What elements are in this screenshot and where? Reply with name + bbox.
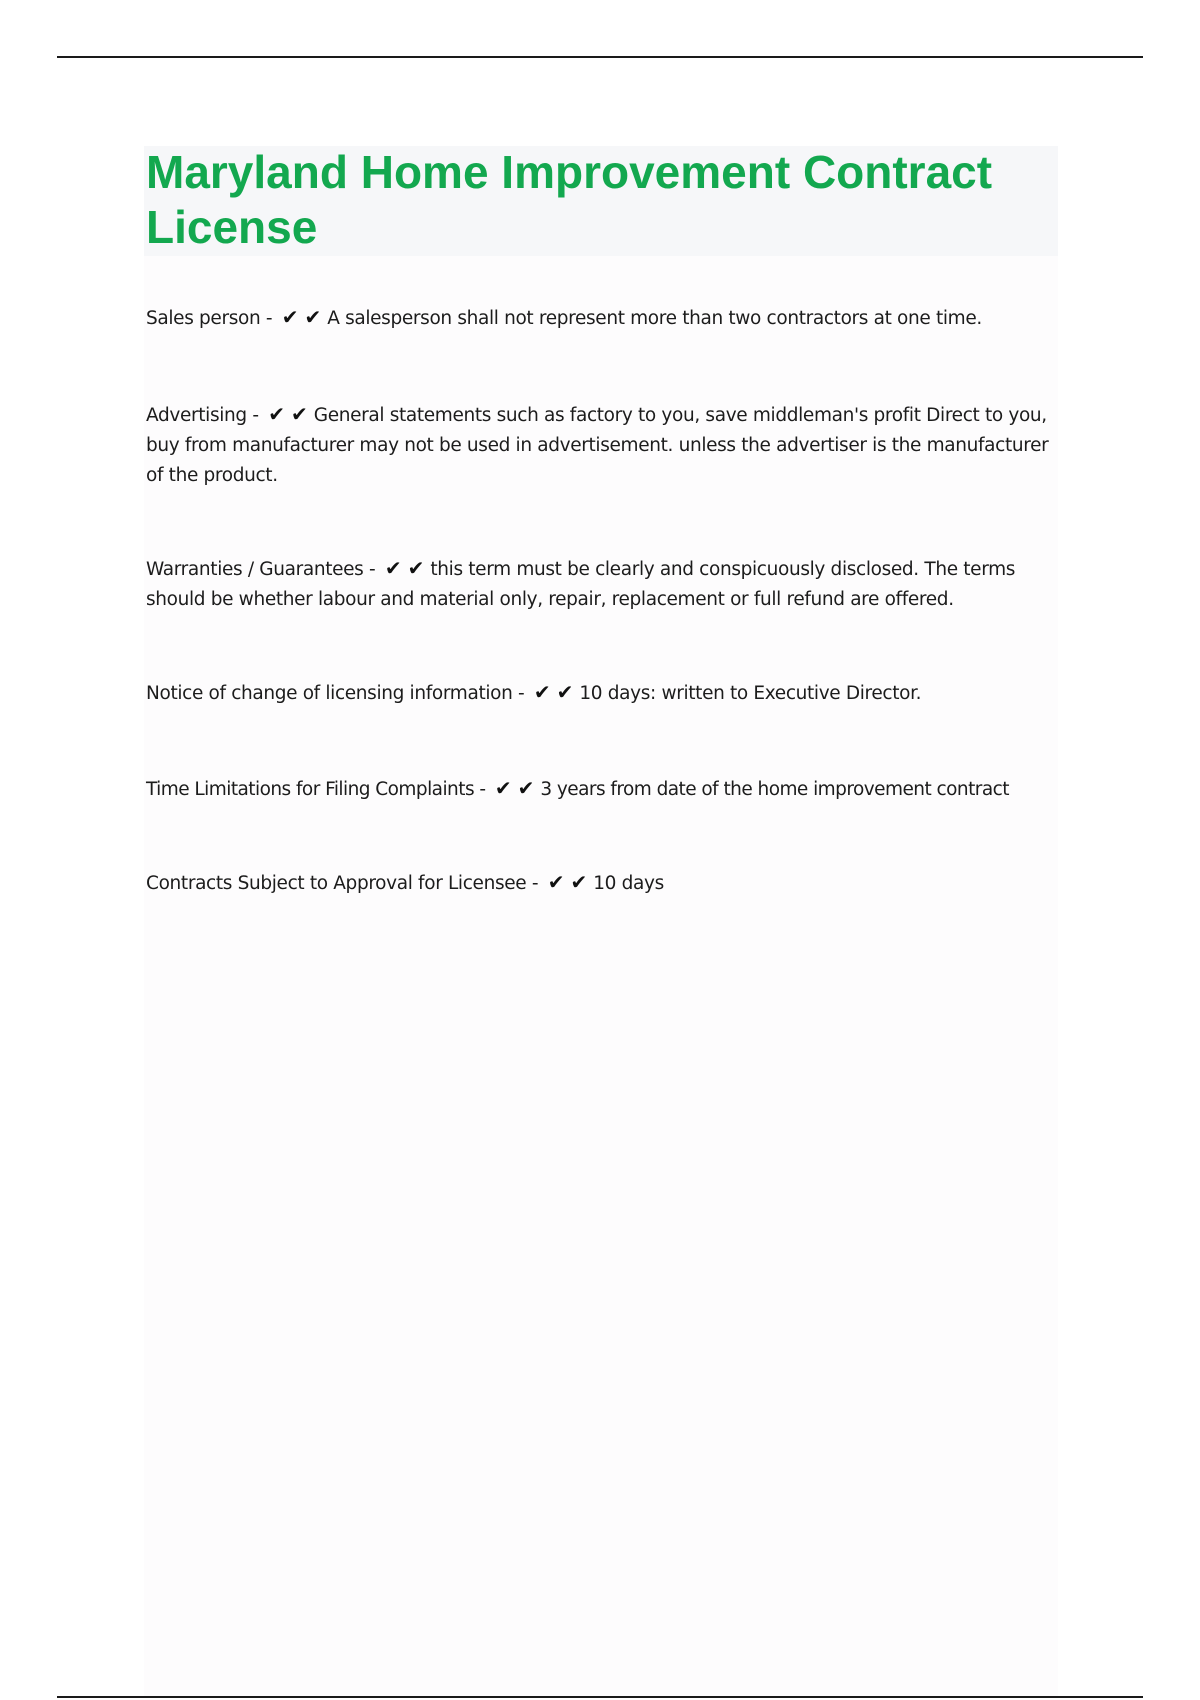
entry-list — [146, 302, 1066, 961]
entry-term: Notice of change of licensing information - — [146, 683, 530, 704]
checkmark-icon: ✔✔ — [547, 870, 594, 894]
entry-definition: 3 years from date of the home improvement contract — [540, 779, 1009, 800]
entry-definition: 10 days: written to Executive Director. — [579, 683, 922, 704]
entry-sales-person — [146, 302, 1066, 334]
checkmark-icon: ✔✔ — [268, 402, 314, 426]
checkmark-icon: ✔✔ — [533, 680, 580, 704]
entry-notice-of-change — [146, 677, 1066, 709]
entry-warranties — [146, 553, 1066, 615]
entry-definition: General statements such as factory to you, save middleman's profit Direct to you, buy from manufacturer may not be used in advertisement. unless the advertiser is the manufacturer of the product. — [146, 405, 1049, 486]
entry-term: Contracts Subject to Approval for Licensee - — [146, 873, 544, 894]
checkmark-icon: ✔✔ — [494, 776, 541, 800]
entry-definition: A salesperson shall not represent more than two contractors at one time. — [327, 308, 982, 329]
top-rule — [57, 56, 1143, 58]
checkmark-icon: ✔✔ — [384, 556, 431, 580]
bottom-rule — [57, 1696, 1143, 1698]
entry-advertising — [146, 399, 1066, 491]
checkmark-icon: ✔✔ — [281, 305, 328, 329]
entry-term: Sales person - — [146, 308, 278, 329]
entry-term: Warranties / Guarantees - — [146, 559, 381, 580]
entry-contracts-approval — [146, 867, 1066, 899]
page-title: Maryland Home Improvement Contract License — [146, 146, 993, 253]
entry-definition: 10 days — [593, 873, 664, 894]
entry-definition: this term must be clearly and conspicuously disclosed. The terms should be whether labour and material only, repair, replacement or full refund are offered. — [146, 559, 1016, 610]
entry-time-limitations — [146, 773, 1066, 805]
entry-term: Time Limitations for Filing Complaints - — [146, 779, 491, 800]
entry-term: Advertising - — [146, 405, 265, 426]
